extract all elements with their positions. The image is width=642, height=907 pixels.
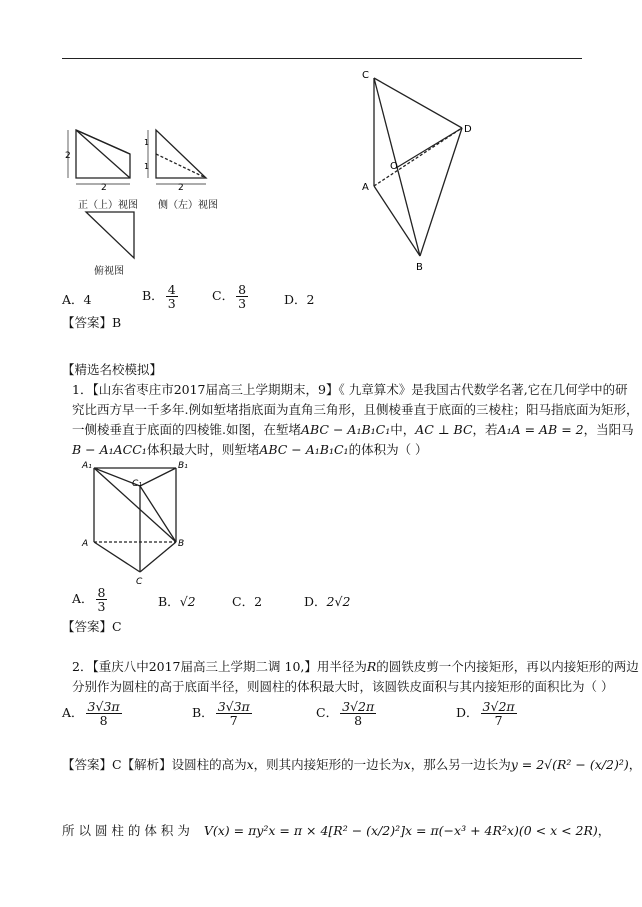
side-dim-1b: 1 bbox=[144, 162, 150, 171]
prism-label-A1: A₁ bbox=[82, 461, 92, 471]
q2-option-c: C． $\frac{3√2\pi}{8}$ bbox=[316, 699, 375, 728]
q2-option-d: D． $\frac{3√2\pi}{7}$ bbox=[456, 699, 515, 728]
tetrahedron-figure bbox=[356, 66, 526, 276]
prism-label-C1: C₁ bbox=[132, 479, 142, 489]
section-title: 【精选名校模拟】 bbox=[62, 362, 163, 377]
label-O: O bbox=[390, 161, 398, 172]
q1-option-b: B．√2 bbox=[158, 594, 196, 609]
q0-answer: 【答案】B bbox=[62, 315, 122, 330]
q2-option-b: B． $\frac{3√3\pi}{7}$ bbox=[192, 699, 250, 728]
side-view-label: 侧（左）视图 bbox=[158, 200, 218, 211]
label-B: B bbox=[416, 262, 423, 273]
side-view bbox=[148, 130, 206, 184]
q1-line1: 1．【山东省枣庄市2017届高三上学期期末，9】《 九章算术》是我国古代数学名著,它在几何学中的研 bbox=[72, 382, 628, 397]
prism-figure bbox=[80, 458, 190, 588]
q2-line2: 分别作为圆柱的高于底面半径，则圆柱的体积最大时，该圆铁皮面积与其内接矩形的面积比为（ ） bbox=[72, 679, 614, 694]
q2-answer: 【答案】C【解析】设圆柱的高为x，则其内接矩形的一边长为x，那么另一边长为y = 2√(R² − (x/2)²)， bbox=[62, 757, 642, 772]
q0-option-d: D．2 bbox=[284, 292, 315, 307]
top-view bbox=[86, 212, 134, 258]
top-rule bbox=[62, 58, 582, 59]
q1-line3: 一侧棱垂直于底面的四棱锥.如图，在堑堵ABC − A₁B₁C₁中，AC ⊥ BC，若A₁A = AB = 2，当阳马 bbox=[72, 422, 634, 437]
front-view bbox=[68, 130, 130, 184]
top-view-label: 俯视图 bbox=[94, 266, 124, 277]
side-dim-2: 2 bbox=[178, 183, 184, 193]
front-dim-2b: 2 bbox=[101, 183, 107, 193]
q0-option-b: B． $\frac{4}{3}$ bbox=[142, 282, 176, 311]
prism-label-C: C bbox=[136, 577, 143, 587]
label-D: D bbox=[464, 124, 472, 135]
label-C: C bbox=[362, 70, 369, 81]
q1-option-a: A． $\frac{8}{3}$ bbox=[72, 585, 106, 614]
q1-line4: B − A₁ACC₁体积最大时，则堑堵ABC − A₁B₁C₁的体积为（ ） bbox=[72, 442, 428, 457]
q0-option-c: C． $\frac{8}{3}$ bbox=[212, 282, 247, 311]
front-view-label: 正（上）视图 bbox=[78, 200, 138, 211]
q1-option-c: C．2 bbox=[232, 594, 263, 609]
q1-line2: 究比西方早一千多年.例如堑堵指底面为直角三角形，且侧棱垂直于底面的三棱柱；阳马指底面为矩形， bbox=[72, 402, 639, 417]
prism-label-B: B bbox=[178, 539, 185, 549]
q0-option-a: A．4 bbox=[62, 292, 92, 307]
prism-label-A: A bbox=[82, 539, 89, 549]
q2-line1: 2．【重庆八中2017届高三上学期二调 10,】用半径为R的圆铁皮剪一个内接矩形，再以内接矩形的两边 bbox=[72, 659, 639, 674]
side-dim-1a: 1 bbox=[144, 138, 150, 147]
q2-option-a: A． $\frac{3√3\pi}{8}$ bbox=[62, 699, 120, 728]
q1-answer: 【答案】C bbox=[62, 619, 122, 634]
label-A: A bbox=[362, 182, 369, 193]
q2-volume: 所 以 圆 柱 的 体 积 为 V(x) = πy²x = π × 4[R² − (x/2)²]x = π(−x³ + 4R²x)(0 < x < 2R)， bbox=[62, 823, 611, 838]
front-dim-2: 2 bbox=[65, 151, 71, 161]
prism-label-B1: B₁ bbox=[178, 461, 188, 471]
q1-option-d: D．2√2 bbox=[304, 594, 351, 609]
